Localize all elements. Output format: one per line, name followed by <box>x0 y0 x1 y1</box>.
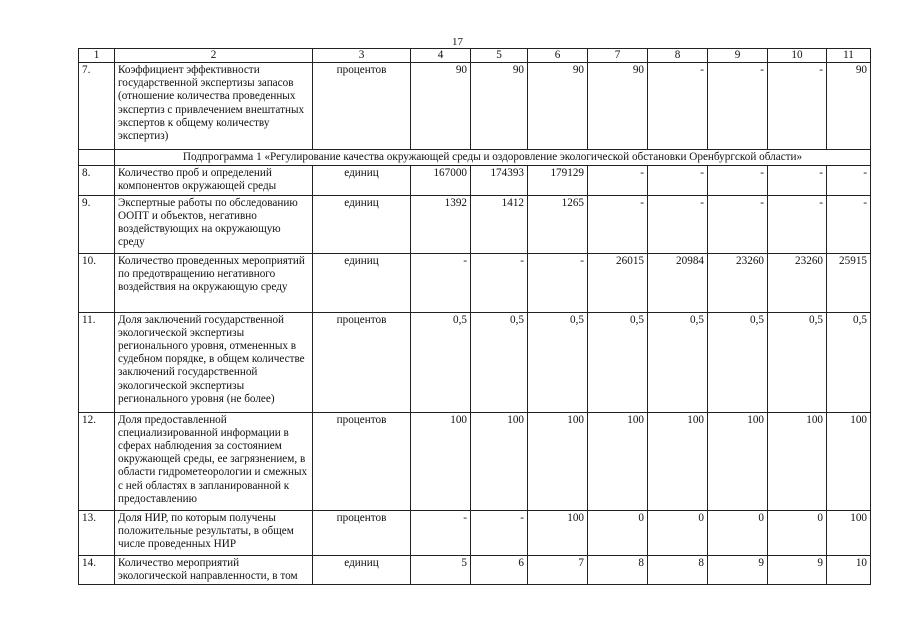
header-cell: 7 <box>588 49 648 63</box>
table-row <box>79 412 871 510</box>
value-cell: - <box>768 195 827 253</box>
value-cell: 8 <box>648 555 708 584</box>
header-cell: 4 <box>411 49 471 63</box>
indicator-name: Доля предоставленной специализированной информации в сферах наблюдения за состоянием окружающей среды, ее загрязнением, в области гидрометеорологии и смежных с ней областях в запланированной к предоставлению <box>115 412 313 510</box>
value-cell: - <box>768 62 827 149</box>
header-cell: 10 <box>768 49 827 63</box>
value-cell: 1265 <box>528 195 588 253</box>
value-cell: - <box>648 195 708 253</box>
unit-cell: процентов <box>313 312 411 412</box>
indicator-name: Количество мероприятий экологической направленности, в том <box>115 555 313 584</box>
value-cell: - <box>411 253 471 312</box>
value-cell: 100 <box>827 412 871 510</box>
value-cell: 90 <box>827 62 871 149</box>
value-cell: 23260 <box>708 253 768 312</box>
unit-cell: процентов <box>313 412 411 510</box>
value-cell: 0,5 <box>588 312 648 412</box>
value-cell: 0,5 <box>528 312 588 412</box>
value-cell: - <box>708 195 768 253</box>
table-row <box>79 166 871 195</box>
value-cell: 0 <box>588 510 648 555</box>
empty-cell <box>79 149 115 165</box>
value-cell: 26015 <box>588 253 648 312</box>
indicator-name: Доля заключений государственной экологической экспертизы регионального уровня, отмененных в судебном порядке, в общем количестве заключений государственной экологической экспертизы регионального уровня (не более) <box>115 312 313 412</box>
value-cell: 1412 <box>471 195 528 253</box>
value-cell: - <box>588 195 648 253</box>
value-cell: 167000 <box>411 166 471 195</box>
value-cell: 100 <box>648 412 708 510</box>
unit-cell: единиц <box>313 166 411 195</box>
row-number: 11. <box>79 312 115 412</box>
value-cell: 20984 <box>648 253 708 312</box>
unit-cell: процентов <box>313 62 411 149</box>
value-cell: 174393 <box>471 166 528 195</box>
value-cell: - <box>528 253 588 312</box>
header-cell: 3 <box>313 49 411 63</box>
value-cell: - <box>708 62 768 149</box>
value-cell: 100 <box>708 412 768 510</box>
row-number: 8. <box>79 166 115 195</box>
indicator-name: Коэффициент эффективности государственной экспертизы запасов (отношение количества проведенных экспертиз с привлечением внештатных экспертов к общему количеству экспертиз) <box>115 62 313 149</box>
value-cell: 0,5 <box>827 312 871 412</box>
value-cell: 0 <box>648 510 708 555</box>
row-number: 13. <box>79 510 115 555</box>
row-number: 9. <box>79 195 115 253</box>
row-number: 10. <box>79 253 115 312</box>
unit-cell: единиц <box>313 555 411 584</box>
header-cell: 8 <box>648 49 708 63</box>
header-cell: 9 <box>708 49 768 63</box>
table-row <box>79 62 871 149</box>
indicator-name: Количество проб и определений компонентов окружающей среды <box>115 166 313 195</box>
header-cell: 5 <box>471 49 528 63</box>
value-cell: 0,5 <box>768 312 827 412</box>
value-cell: 100 <box>588 412 648 510</box>
value-cell: - <box>471 253 528 312</box>
value-cell: 100 <box>768 412 827 510</box>
value-cell: 9 <box>708 555 768 584</box>
value-cell: - <box>588 166 648 195</box>
unit-cell: процентов <box>313 510 411 555</box>
value-cell: 0,5 <box>708 312 768 412</box>
indicators-table <box>78 48 871 585</box>
header-cell: 6 <box>528 49 588 63</box>
value-cell: 5 <box>411 555 471 584</box>
table-row <box>79 253 871 312</box>
value-cell: 9 <box>768 555 827 584</box>
value-cell: 10 <box>827 555 871 584</box>
table-row <box>79 195 871 253</box>
value-cell: 90 <box>411 62 471 149</box>
value-cell: 1392 <box>411 195 471 253</box>
value-cell: 179129 <box>528 166 588 195</box>
header-cell: 2 <box>115 49 313 63</box>
value-cell: - <box>827 195 871 253</box>
subprogram-title: Подпрограмма 1 «Регулирование качества окружающей среды и оздоровление экологической обстановки Оренбургской области» <box>115 149 871 165</box>
value-cell: 23260 <box>768 253 827 312</box>
row-number: 7. <box>79 62 115 149</box>
value-cell: 90 <box>528 62 588 149</box>
value-cell: 25915 <box>827 253 871 312</box>
indicator-name: Количество проведенных мероприятий по предотвращению негативного воздействия на окружающую среду <box>115 253 313 312</box>
table-row <box>79 555 871 584</box>
value-cell: 0 <box>708 510 768 555</box>
unit-cell: единиц <box>313 253 411 312</box>
value-cell: - <box>648 166 708 195</box>
header-cell: 1 <box>79 49 115 63</box>
unit-cell: единиц <box>313 195 411 253</box>
value-cell: 0,5 <box>471 312 528 412</box>
table-row <box>79 312 871 412</box>
value-cell: 100 <box>528 510 588 555</box>
value-cell: 6 <box>471 555 528 584</box>
value-cell: - <box>411 510 471 555</box>
value-cell: 7 <box>528 555 588 584</box>
value-cell: 0 <box>768 510 827 555</box>
header-row <box>79 49 871 63</box>
value-cell: 0,5 <box>648 312 708 412</box>
table-row <box>79 510 871 555</box>
header-cell: 11 <box>827 49 871 63</box>
row-number: 14. <box>79 555 115 584</box>
page-number: 17 <box>452 36 463 48</box>
row-number: 12. <box>79 412 115 510</box>
value-cell: - <box>827 166 871 195</box>
value-cell: 90 <box>588 62 648 149</box>
value-cell: 90 <box>471 62 528 149</box>
value-cell: 100 <box>528 412 588 510</box>
value-cell: - <box>471 510 528 555</box>
subprogram-row <box>79 149 871 165</box>
value-cell: 100 <box>827 510 871 555</box>
value-cell: - <box>708 166 768 195</box>
value-cell: 8 <box>588 555 648 584</box>
value-cell: - <box>648 62 708 149</box>
value-cell: - <box>768 166 827 195</box>
value-cell: 0,5 <box>411 312 471 412</box>
indicator-name: Экспертные работы по обследованию ООПТ и объектов, негативно воздействующих на окружающую среду <box>115 195 313 253</box>
value-cell: 100 <box>411 412 471 510</box>
value-cell: 100 <box>471 412 528 510</box>
indicator-name: Доля НИР, по которым получены положительные результаты, в общем числе проведенных НИР <box>115 510 313 555</box>
